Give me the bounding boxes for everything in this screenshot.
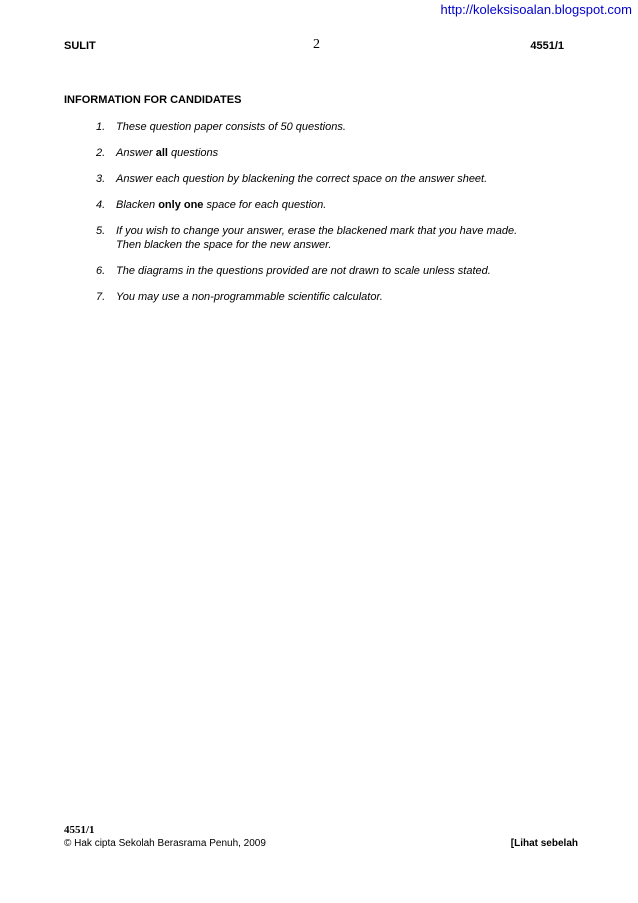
copyright-notice: © Hak cipta Sekolah Berasrama Penuh, 2009: [64, 838, 266, 849]
instruction-number: 3.: [96, 173, 106, 185]
page-number: 2: [313, 37, 320, 52]
instruction-text: [116, 198, 566, 212]
instruction-number: 5.: [96, 225, 106, 237]
text-part: space for each question.: [203, 199, 327, 211]
instruction-item: [96, 224, 566, 252]
instruction-number: 7.: [96, 291, 106, 303]
source-link[interactable]: http://koleksisoalan.blogspot.com: [440, 2, 632, 17]
text-line: Then blacken the space for the new answer.: [116, 239, 332, 251]
instruction-number: 1.: [96, 121, 106, 133]
instruction-text: Answer each question by blackening the correct space on the answer sheet.: [116, 173, 488, 185]
instruction-number: 6.: [96, 265, 106, 277]
instructions-list: [96, 120, 566, 316]
instruction-item: [96, 146, 566, 160]
instruction-number: 2.: [96, 147, 106, 159]
text-part: questions: [167, 147, 219, 159]
instruction-item: [96, 172, 566, 186]
instruction-text: The diagrams in the questions provided are not drawn to scale unless stated.: [116, 265, 491, 277]
next-page-note: [Lihat sebelah: [510, 838, 578, 849]
instruction-item: [96, 120, 566, 134]
instruction-item: [96, 198, 566, 212]
text-part: Answer: [116, 147, 156, 159]
emphasis-text: all: [155, 147, 168, 159]
instruction-text: [116, 224, 566, 252]
instruction-text: These question paper consists of 50 questions.: [116, 121, 346, 133]
instruction-item: [96, 264, 566, 278]
instruction-number: 4.: [96, 199, 106, 211]
emphasis-text: only one: [158, 199, 204, 211]
paper-code: 4551/1: [530, 40, 564, 52]
instruction-item: [96, 290, 566, 304]
footer-paper-code: 4551/1: [64, 824, 95, 836]
text-part: Blacken: [116, 199, 159, 211]
classification-label: SULIT: [64, 40, 96, 52]
instruction-text: You may use a non-programmable scientific calculator.: [116, 291, 383, 303]
section-title: INFORMATION FOR CANDIDATES: [64, 94, 242, 106]
instruction-text: [116, 146, 566, 160]
text-line: If you wish to change your answer, erase the blackened mark that you have made.: [116, 225, 518, 237]
